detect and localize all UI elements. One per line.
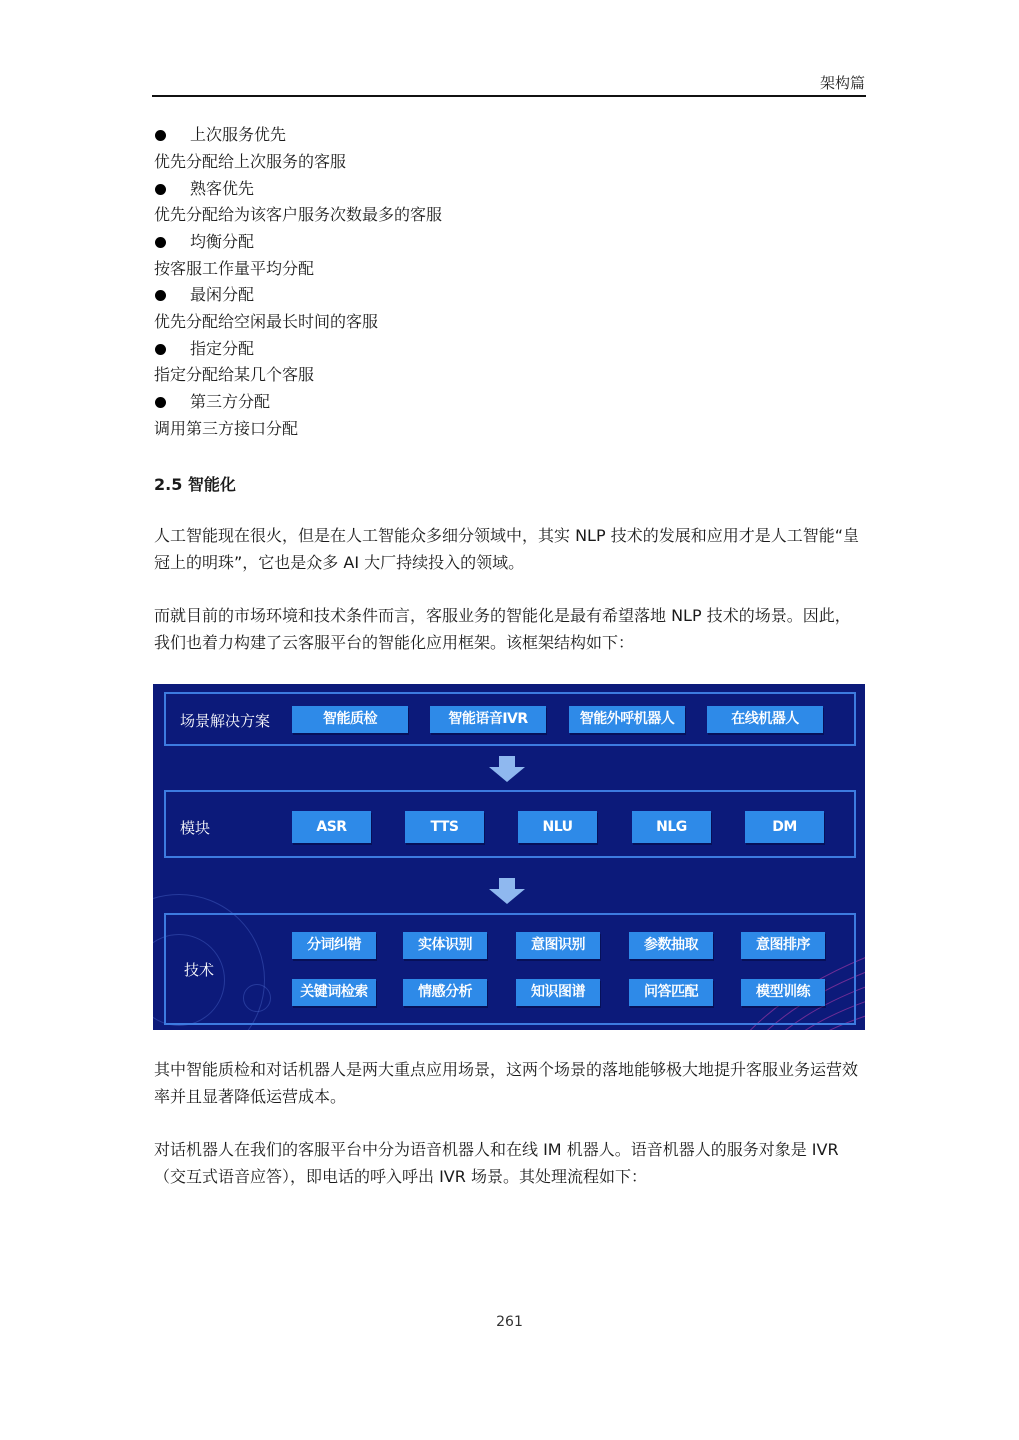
module-chip: TTS [405, 811, 484, 843]
bullet-description: 指定分配给某几个客服 [154, 365, 315, 384]
tech-chip: 知识图谱 [516, 979, 600, 1006]
module-chip: ASR [292, 811, 371, 843]
bullet-title: 最闲分配 [190, 285, 255, 304]
down-arrow-icon [489, 878, 525, 904]
scenario-panel [164, 692, 856, 746]
tech-label: 技术 [184, 961, 215, 979]
ai-framework-diagram [153, 684, 865, 1030]
tech-chip: 模型训练 [741, 979, 825, 1006]
scenario-chip: 智能语音IVR [430, 706, 546, 733]
bullet-dot-icon [155, 184, 166, 195]
tech-chip: 实体识别 [403, 932, 487, 959]
bullet-dot-icon [155, 397, 166, 408]
bullet-title: 第三方分配 [190, 392, 271, 411]
bullet-title: 指定分配 [190, 339, 255, 358]
bullet-description: 优先分配给空闲最长时间的客服 [154, 312, 379, 331]
section-heading: 2.5 智能化 [154, 475, 236, 494]
tech-chip: 意图识别 [516, 932, 600, 959]
bullet-dot-icon [155, 237, 166, 248]
page-number: 261 [496, 1314, 523, 1330]
bullet-dot-icon [155, 130, 166, 141]
tech-chip: 参数抽取 [629, 932, 713, 959]
down-arrow-icon [489, 756, 525, 782]
tech-chip: 关键词检索 [292, 979, 376, 1006]
bullet-title: 上次服务优先 [190, 125, 287, 144]
bullet-title: 均衡分配 [190, 232, 255, 251]
bullet-description: 按客服工作量平均分配 [154, 259, 315, 278]
paragraph-framework: 而就目前的市场环境和技术条件而言，客服业务的智能化是最有希望落地 NLP 技术的场景。因此，我们也着力构建了云客服平台的智能化应用框架。该框架结构如下： [154, 606, 851, 652]
module-panel [164, 790, 856, 858]
bullet-dot-icon [155, 290, 166, 301]
paragraph-robots: 对话机器人在我们的客服平台中分为语音机器人和在线 IM 机器人。语音机器人的服务对象是 IVR（交互式语音应答），即电话的呼入呼出 IVR 场景。其处理流程如下： [154, 1140, 839, 1186]
bullet-title: 熟客优先 [190, 179, 255, 198]
bullet-description: 调用第三方接口分配 [154, 419, 299, 438]
module-chip: DM [745, 811, 824, 843]
tech-chip: 问答匹配 [629, 979, 713, 1006]
bullet-dot-icon [155, 344, 166, 355]
scenario-chip: 智能外呼机器人 [569, 706, 685, 733]
module-chip: NLG [632, 811, 711, 843]
tech-chip: 意图排序 [741, 932, 825, 959]
bullet-description: 优先分配给为该客户服务次数最多的客服 [154, 205, 443, 224]
tech-chip: 情感分析 [403, 979, 487, 1006]
module-chip: NLU [518, 811, 597, 843]
paragraph-scenarios: 其中智能质检和对话机器人是两大重点应用场景，这两个场景的落地能够极大地提升客服业务运营效率并且显著降低运营成本。 [154, 1060, 859, 1106]
header-title: 架构篇 [819, 74, 865, 92]
header-rule [152, 95, 866, 97]
module-label: 模块 [180, 819, 211, 837]
paragraph-intro: 人工智能现在很火，但是在人工智能众多细分领域中，其实 NLP 技术的发展和应用才是人工智能“皇冠上的明珠”，它也是众多 AI 大厂持续投入的领域。 [154, 526, 859, 572]
scenario-label: 场景解决方案 [180, 712, 271, 730]
scenario-chip: 智能质检 [292, 706, 408, 733]
tech-chip: 分词纠错 [292, 932, 376, 959]
bullet-description: 优先分配给上次服务的客服 [154, 152, 347, 171]
scenario-chip: 在线机器人 [707, 706, 823, 733]
tech-panel [164, 913, 856, 1025]
